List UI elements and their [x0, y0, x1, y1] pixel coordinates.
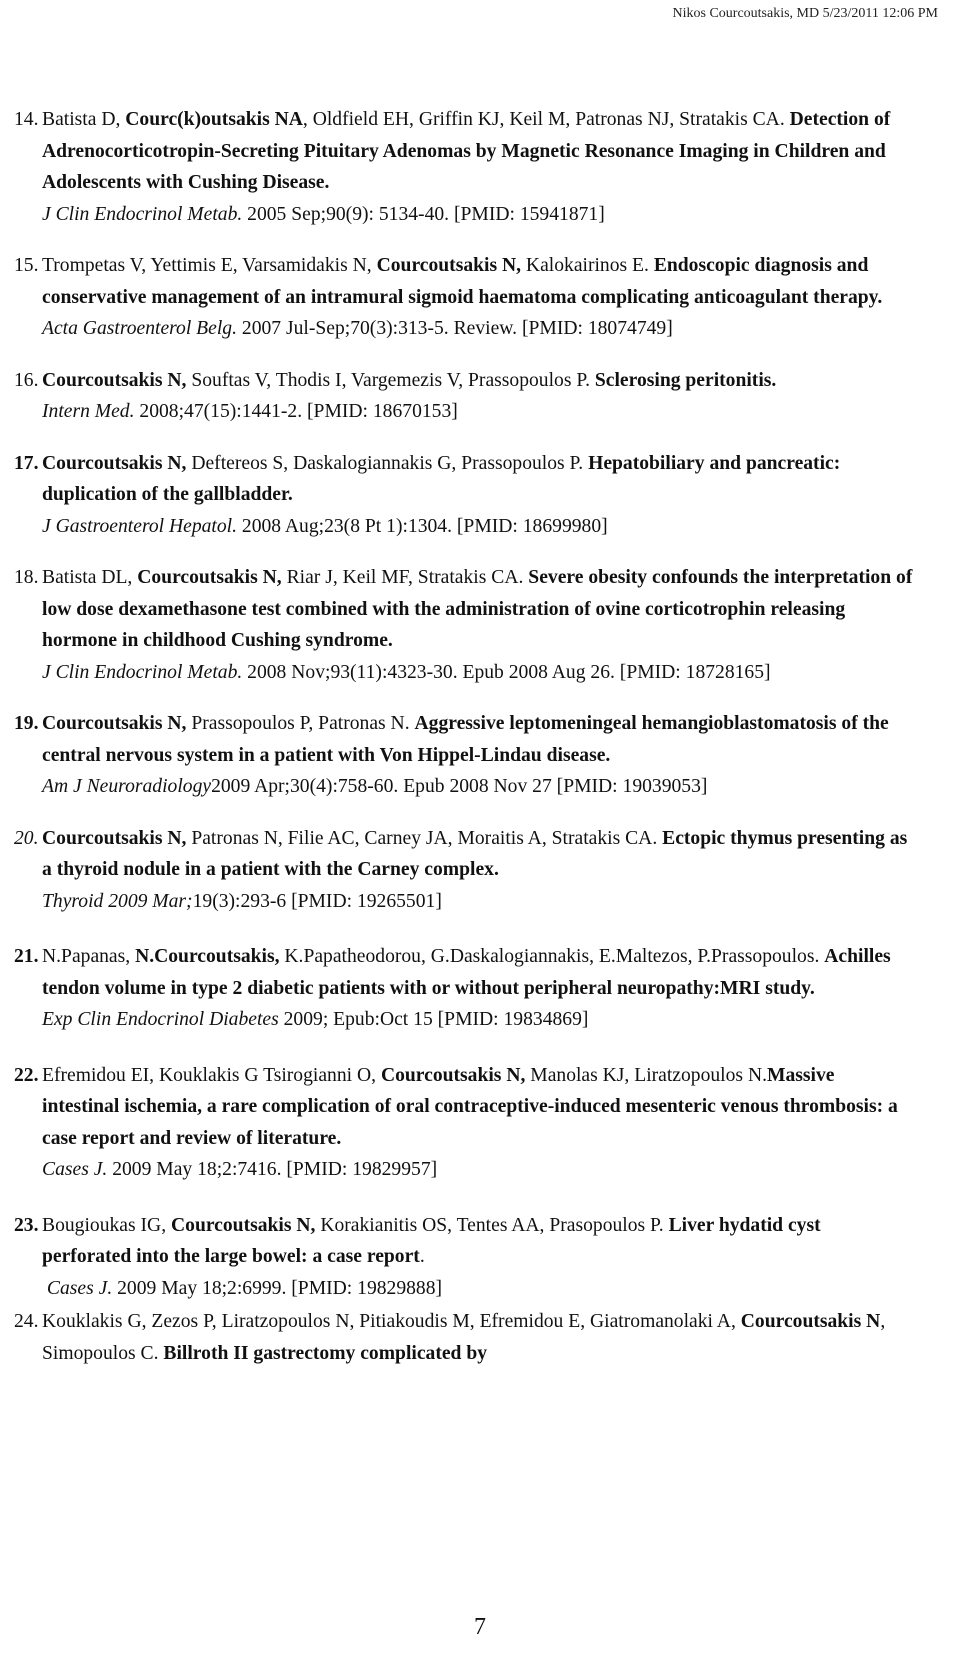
reference-number: 16.: [14, 369, 39, 391]
reference-authors: Kalokairinos E.: [521, 255, 654, 276]
reference-journal: J Clin Endocrinol Metab.: [42, 203, 243, 225]
reference-citation: 2009 Apr;30(4):758-60. Epub 2008 Nov 27 [PMID: 19039053]: [211, 776, 708, 797]
reference-item: [14, 708, 914, 803]
reference-number: 17.: [14, 452, 39, 474]
page-number: 7: [474, 1614, 486, 1640]
reference-author-highlight: Courcoutsakis N,: [171, 1214, 316, 1236]
reference-number: 14.: [14, 109, 39, 130]
reference-authors: Kouklakis G, Zezos P, Liratzopoulos N, Pitiakoudis M, Efremidou E, Giatromanolaki A,: [42, 1311, 741, 1332]
reference-citation: 2008 Aug;23(8 Pt 1):1304. [PMID: 18699980]: [237, 515, 608, 537]
reference-author-highlight: Courcoutsakis N,: [137, 567, 282, 588]
reference-authors: N.Papanas,: [42, 946, 136, 967]
reference-author-highlight: Courcoutsakis N,: [42, 369, 187, 391]
reference-number: 24.: [14, 1311, 39, 1332]
reference-author-highlight: Courc(k)outsakis NA: [125, 109, 303, 130]
reference-author-highlight: N.Courcoutsakis,: [135, 946, 280, 967]
reference-citation: 19(3):293-6 [PMID: 19265501]: [192, 890, 442, 912]
reference-authors: Bougioukas IG,: [42, 1214, 171, 1236]
reference-journal: Acta Gastroenterol Belg.: [42, 318, 237, 339]
reference-list: [14, 104, 914, 1369]
reference-item: [14, 250, 914, 345]
reference-title: Achilles tendon volume in type 2 diabetic patients with or without peripheral neuropathy:MRI study.: [42, 946, 891, 999]
reference-title: Endoscopic diagnosis and conservative management of an intramural sigmoid haematoma complicating anticoagulant therapy.: [42, 255, 883, 308]
reference-number: 20.: [14, 827, 39, 849]
reference-citation: 2009 May 18;2:6999. [PMID: 19829888]: [112, 1277, 443, 1299]
reference-author-highlight: Courcoutsakis N,: [42, 827, 187, 849]
reference-title: Detection of Adrenocorticotropin-Secreting Pituitary Adenomas by Magnetic Resonance Imaging in Children and Adolescents with Cushing Disease.: [42, 109, 891, 193]
reference-citation: 2005 Sep;90(9): 5134-40. [PMID: 15941871]: [242, 203, 605, 225]
reference-author-highlight: Courcoutsakis N,: [376, 255, 522, 276]
reference-title: Liver hydatid cyst perforated into the large bowel: a case report: [42, 1214, 821, 1267]
reference-authors: K.Papatheodorou, G.Daskalogiannakis, E.Maltezos, P.Prassopoulos.: [279, 946, 825, 967]
reference-authors: Patronas N, Filie AC, Carney JA, Moraitis A, Stratakis CA.: [186, 827, 663, 849]
reference-title: Aggressive leptomeningeal hemangioblastomatosis of the central nervous system in a patient with Von Hippel-Lindau disease.: [42, 713, 889, 766]
reference-author-highlight: Courcoutsakis N,: [42, 713, 187, 734]
reference-authors: Prassopoulos P, Patronas N.: [186, 713, 415, 734]
reference-item: 23. Bougioukas IG, Courcoutsakis N, Korakianitis OS, Tentes AA, Prasopoulos P. Liver hydatid cyst perforated into the large bowel: a case report. Cases J. 2009 May 18;2:6999. [PMID: 19829888]: [14, 1210, 914, 1305]
reference-author-highlight: Courcoutsakis N: [740, 1311, 881, 1332]
reference-authors: Deftereos S, Daskalogiannakis G, Prassopoulos P.: [186, 452, 589, 474]
reference-citation: 2008;47(15):1441-2. [PMID: 18670153]: [134, 401, 458, 422]
reference-journal: J Clin Endocrinol Metab.: [42, 661, 243, 683]
reference-number: 15.: [14, 255, 39, 276]
reference-journal: Cases J.: [46, 1277, 113, 1299]
reference-citation: 2009; Epub:Oct 15 [PMID: 19834869]: [278, 1009, 589, 1030]
reference-authors: Riar J, Keil MF, Stratakis CA.: [281, 567, 529, 588]
reference-number: 21.: [14, 946, 39, 967]
reference-authors: Souftas V, Thodis I, Vargemezis V, Prassopoulos P.: [186, 369, 595, 391]
reference-title: Ectopic thymus presenting as a thyroid nodule in a patient with the Carney complex.: [42, 827, 908, 880]
reference-number: 23.: [14, 1214, 39, 1236]
reference-author-highlight: Courcoutsakis N,: [42, 452, 187, 474]
reference-number: 22.: [14, 1064, 39, 1086]
reference-item: [14, 1060, 914, 1186]
reference-journal: Am J Neuroradiology: [42, 776, 212, 797]
reference-item: [14, 1306, 914, 1369]
reference-authors: Korakianitis OS, Tentes AA, Prasopoulos P.: [315, 1214, 669, 1236]
reference-title: Severe obesity confounds the interpretation of low dose dexamethasone test combined with the administration of ovine corticotrophin releasing hormone in childhood Cushing syndrome.: [42, 567, 913, 651]
reference-authors: , Oldfield EH, Griffin KJ, Keil M, Patronas NJ, Stratakis CA.: [302, 109, 790, 130]
reference-authors: Batista D,: [42, 109, 126, 130]
reference-item: [14, 448, 914, 543]
reference-author-highlight: Courcoutsakis N,: [380, 1064, 526, 1086]
reference-authors: Efremidou EI, Kouklakis G Tsirogianni O,: [42, 1064, 381, 1086]
reference-authors: Trompetas V, Yettimis E, Varsamidakis N,: [42, 255, 377, 276]
reference-item: [14, 104, 914, 230]
reference-journal: Intern Med.: [42, 401, 135, 422]
reference-journal: J Gastroenterol Hepatol.: [42, 515, 237, 537]
reference-item: [14, 823, 914, 918]
reference-item: [14, 562, 914, 688]
reference-title: Massive intestinal ischemia, a rare complication of oral contraceptive-induced mesenteric venous thrombosis: a case report and review of literature.: [42, 1064, 898, 1149]
reference-number: 18.: [14, 567, 39, 588]
reference-journal: Thyroid 2009 Mar;: [42, 890, 193, 912]
reference-title: Sclerosing peritonitis.: [594, 369, 777, 391]
reference-journal: Cases J.: [42, 1159, 108, 1180]
reference-item: [14, 941, 914, 1036]
reference-number: 19.: [14, 713, 39, 734]
reference-authors: Batista DL,: [42, 567, 138, 588]
reference-title: Hepatobiliary and pancreatic: duplication of the gallbladder.: [42, 452, 841, 505]
reference-citation: 2008 Nov;93(11):4323-30. Epub 2008 Aug 26. [PMID: 18728165]: [242, 661, 771, 683]
reference-authors: , Simopoulos C.: [42, 1311, 886, 1364]
page-header: Nikos Courcoutsakis, MD 5/23/2011 12:06 PM: [672, 6, 938, 21]
reference-journal: Exp Clin Endocrinol Diabetes: [42, 1009, 279, 1030]
reference-title: Billroth II gastrectomy complicated by: [163, 1342, 488, 1364]
reference-citation: 2009 May 18;2:7416. [PMID: 19829957]: [107, 1159, 438, 1180]
reference-item: [14, 365, 914, 428]
reference-authors: Manolas KJ, Liratzopoulos N.: [525, 1064, 767, 1086]
reference-citation: 2007 Jul-Sep;70(3):313-5. Review. [PMID: 18074749]: [237, 318, 673, 339]
